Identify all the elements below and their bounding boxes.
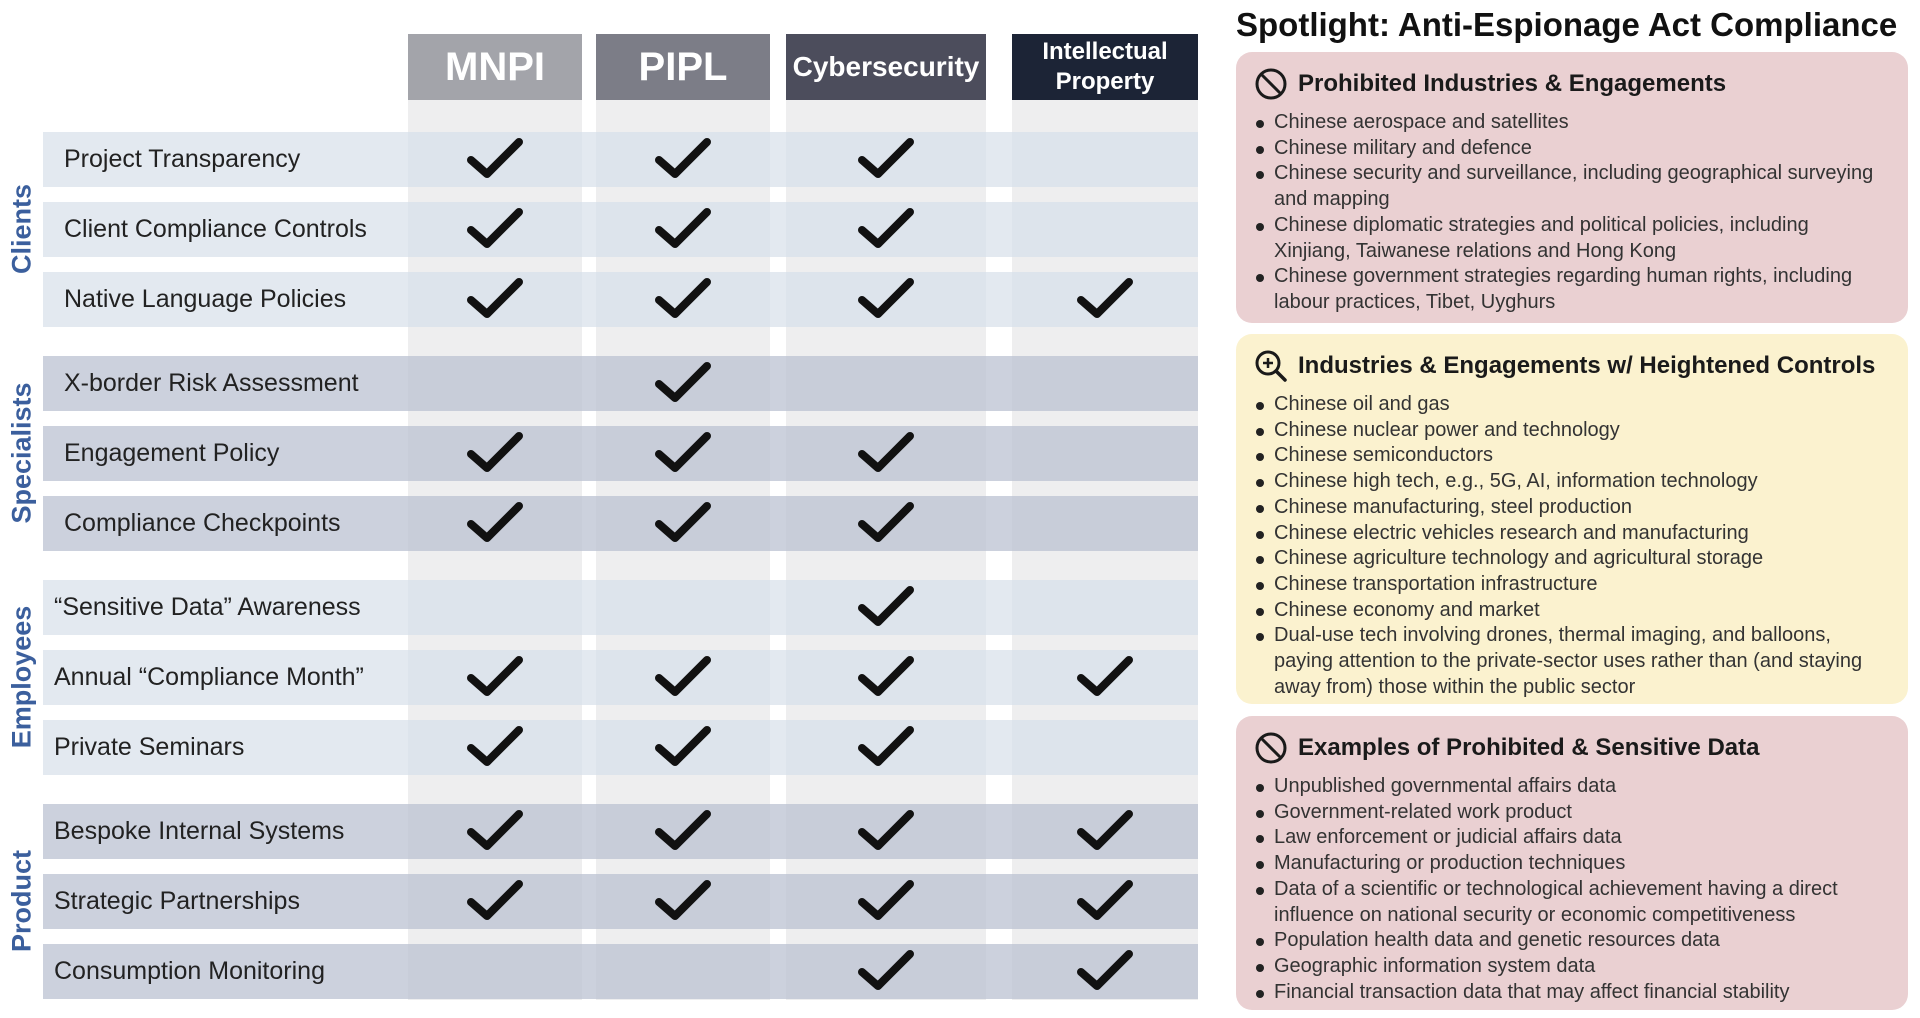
prohibited-icon: [1254, 731, 1288, 765]
group-label: Employees: [6, 605, 37, 749]
list-item: Chinese electric vehicles research and manufacturing: [1254, 521, 1890, 547]
checkmark-icon: [858, 878, 914, 924]
list-item: Government-related work product: [1254, 800, 1890, 826]
row-label: Project Transparency: [64, 145, 301, 173]
checkmark-icon: [655, 276, 711, 322]
checkmark-icon: [467, 500, 523, 546]
table-cell: [1012, 356, 1198, 411]
list-item: Chinese economy and market: [1254, 598, 1890, 624]
table-cell: [408, 356, 582, 411]
table-cell: [1012, 132, 1198, 187]
checkmark-icon: [1077, 654, 1133, 700]
list-item: Financial transaction data that may affect financial stability: [1254, 980, 1890, 1006]
checkmark-icon: [467, 136, 523, 182]
checkmark-icon: [858, 654, 914, 700]
checkmark-icon: [858, 430, 914, 476]
checkmark-icon: [1077, 276, 1133, 322]
checkmark-icon: [655, 360, 711, 406]
box-title: Industries & Engagements w/ Heightened Controls: [1298, 352, 1876, 379]
list-item: Chinese transportation infrastructure: [1254, 572, 1890, 598]
checkmark-icon: [655, 654, 711, 700]
row-label: Engagement Policy: [64, 439, 280, 467]
checkmark-icon: [655, 136, 711, 182]
spotlight-title: Spotlight: Anti-Espionage Act Compliance: [1236, 6, 1898, 43]
list-item: Chinese semiconductors: [1254, 443, 1890, 469]
list-item: Chinese oil and gas: [1254, 392, 1890, 418]
sensitive-data-list: [1254, 774, 1890, 1005]
row-label: Consumption Monitoring: [54, 957, 325, 985]
list-item: Chinese diplomatic strategies and political policies, including Xinjiang, Taiwanese relations and Hong Kong: [1254, 213, 1890, 264]
group-label: Product: [6, 849, 37, 953]
list-item: Manufacturing or production techniques: [1254, 851, 1890, 877]
row-label: X-border Risk Assessment: [64, 369, 359, 397]
table-cell: [1012, 580, 1198, 635]
row-label: Client Compliance Controls: [64, 215, 367, 243]
table-cell: [408, 944, 582, 999]
list-item: Population health data and genetic resources data: [1254, 928, 1890, 954]
heightened-controls-box: [1236, 334, 1908, 704]
table-cell: [1012, 496, 1198, 551]
prohibited-icon: [1254, 67, 1288, 101]
checkmark-icon: [467, 724, 523, 770]
group-label: Specialists: [6, 382, 37, 524]
list-item: Chinese military and defence: [1254, 136, 1890, 162]
list-item: Dual-use tech involving drones, thermal imaging, and balloons, paying attention to the private-sector uses rather than (and staying away from) those within the public sector: [1254, 623, 1890, 700]
list-item: Geographic information system data: [1254, 954, 1890, 980]
magnifier-plus-icon: [1254, 349, 1288, 383]
row-label: Compliance Checkpoints: [64, 509, 341, 537]
checkmark-icon: [1077, 808, 1133, 854]
checkmark-icon: [858, 584, 914, 630]
box-title: Examples of Prohibited & Sensitive Data: [1298, 734, 1760, 761]
table-cell: [786, 356, 986, 411]
checkmark-icon: [858, 136, 914, 182]
prohibited-industries-list: [1254, 110, 1890, 316]
checkmark-icon: [858, 276, 914, 322]
checkmark-icon: [655, 878, 711, 924]
list-item: Chinese nuclear power and technology: [1254, 418, 1890, 444]
checkmark-icon: [467, 808, 523, 854]
heightened-controls-list: [1254, 392, 1890, 700]
list-item: Chinese manufacturing, steel production: [1254, 495, 1890, 521]
row-label: “Sensitive Data” Awareness: [54, 593, 361, 621]
checkmark-icon: [1077, 878, 1133, 924]
column-header-pipl: PIPL: [596, 34, 770, 100]
column-header-cyber: Cybersecurity: [786, 34, 986, 100]
row-label: Annual “Compliance Month”: [54, 663, 364, 691]
checkmark-icon: [467, 654, 523, 700]
list-item: Chinese agriculture technology and agricultural storage: [1254, 546, 1890, 572]
list-item: Data of a scientific or technological achievement having a direct influence on national security or economic competitiveness: [1254, 877, 1890, 928]
checkmark-icon: [655, 808, 711, 854]
row-label: Private Seminars: [54, 733, 245, 761]
list-item: Chinese aerospace and satellites: [1254, 110, 1890, 136]
column-header-mnpi: MNPI: [408, 34, 582, 100]
row-label: Native Language Policies: [64, 285, 347, 313]
checkmark-icon: [467, 878, 523, 924]
column-header-ip: Intellectual Property: [1012, 34, 1198, 100]
checkmark-icon: [655, 206, 711, 252]
checkmark-icon: [1077, 948, 1133, 994]
list-item: Unpublished governmental affairs data: [1254, 774, 1890, 800]
checkmark-icon: [655, 500, 711, 546]
row-label: Bespoke Internal Systems: [54, 817, 345, 845]
checkmark-icon: [467, 276, 523, 322]
checkmark-icon: [467, 206, 523, 252]
checkmark-icon: [858, 808, 914, 854]
checkmark-icon: [858, 500, 914, 546]
list-item: Chinese high tech, e.g., 5G, AI, information technology: [1254, 469, 1890, 495]
row-label: Strategic Partnerships: [54, 887, 300, 915]
checkmark-icon: [858, 206, 914, 252]
table-cell: [596, 580, 770, 635]
table-cell: [1012, 202, 1198, 257]
checkmark-icon: [467, 430, 523, 476]
table-cell: [596, 944, 770, 999]
checkmark-icon: [655, 724, 711, 770]
group-label: Clients: [6, 183, 37, 275]
prohibited-industries-box: [1236, 52, 1908, 323]
list-item: Law enforcement or judicial affairs data: [1254, 825, 1890, 851]
list-item: Chinese government strategies regarding human rights, including labour practices, Tibet, Uyghurs: [1254, 264, 1890, 315]
checkmark-icon: [655, 430, 711, 476]
box-title: Prohibited Industries & Engagements: [1298, 70, 1727, 97]
table-cell: [1012, 426, 1198, 481]
checkmark-icon: [858, 724, 914, 770]
checkmark-icon: [858, 948, 914, 994]
sensitive-data-box: [1236, 716, 1908, 1010]
table-cell: [408, 580, 582, 635]
list-item: Chinese security and surveillance, including geographical surveying and mapping: [1254, 161, 1890, 212]
table-cell: [1012, 720, 1198, 775]
